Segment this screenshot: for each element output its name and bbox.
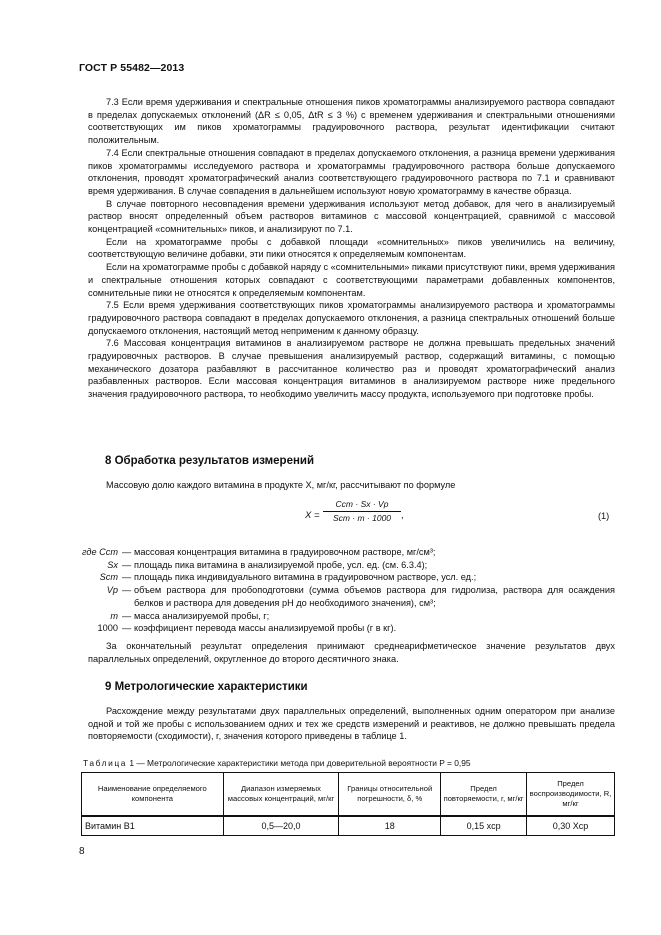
formula-denominator: Sст · m · 1000 xyxy=(332,513,392,523)
dash: — xyxy=(122,585,132,596)
column-header: Предел воспроизводимости, R, мг/кг xyxy=(527,773,615,817)
paragraph: В случае повторного несовпадения времени удерживания используют метод добавок, для чего в анализируемый раствор вносят определенный объем растворов витаминов с массовой концентрацией, сравнимой с массовой концентрацией «сомнительных» пиков, и анализируют по 7.1. xyxy=(88,198,615,235)
table-cell: 0,5—20,0 xyxy=(223,816,339,836)
table-cell: 18 xyxy=(339,816,441,836)
formula-intro: Массовую долю каждого витамина в продукте X, мг/кг, рассчитывают по формуле xyxy=(106,480,456,490)
variable-row xyxy=(78,584,615,609)
variable-definitions xyxy=(78,546,615,635)
formula-lhs: X = xyxy=(305,510,320,521)
table-header-row xyxy=(82,773,615,817)
table-row xyxy=(82,816,615,836)
formula-numerator: Cст · Sx · Vр xyxy=(335,499,389,509)
paragraph: 7.6 Массовая концентрация витаминов в анализируемом растворе не должна превышать предельных значений градуировочных растворов. В случае превышения анализируемый раствор, содержащий витамины, с помощью механического дозатора разбавляют в рассчитанное количество раз и проводят хроматографический анализ разбавленных растворов. Если массовая концентрация витаминов в анализируемом растворе ниже предельного значения градуировочного раствора, то необходимо увеличить массу продукта, используемого при подготовке пробы. xyxy=(88,338,615,400)
variable-description: площадь пика индивидуального витамина в градуировочном растворе, усл. ед.; xyxy=(134,572,477,583)
paragraph: Расхождение между результатами двух параллельных определений, выполненных одним оператором при анализе одной и той же пробы с использованием одних и тех же средств измерений и реактивов, не должно превышать предела повторяемости (сходимости), r, значения которого приведены в таблице 1. xyxy=(88,706,615,742)
dash: — xyxy=(122,572,132,583)
table-caption-text: 1 — Метрологические характеристики метода при доверительной вероятности P = 0,95 xyxy=(129,758,471,768)
formula-fraction xyxy=(323,499,401,523)
variable-symbol: m xyxy=(110,610,118,621)
table-cell: Витамин B1 xyxy=(82,816,224,836)
dash: — xyxy=(122,559,132,570)
variable-symbol: Vр xyxy=(106,585,118,596)
variable-description: масса анализируемой пробы, г; xyxy=(134,610,270,621)
table-cell: 0,15 xср xyxy=(441,816,527,836)
fraction-bar xyxy=(323,511,401,512)
variable-row xyxy=(78,571,615,584)
paragraph: Если на хроматограмме пробы с добавкой наряду с «сомнительными» пиками присутствуют пики, время удерживания и спектральные отношения которых совпадают с соответствующими параметрами добавленных компонентов, сомнительные пики не относятся к определяемым компонентам. xyxy=(88,262,615,298)
paragraph: 7.4 Если спектральные отношения совпадают в пределах допускаемого отклонения, а разница времени удерживания пиков хроматограммы исследуемого раствора и хроматограммы градуировочного раствора больше допускаемого отклонения, проводят хроматографический анализ соответствующего градуировочного раствора по 7.1 и сравнивают время удерживания. В случае совпадения в дальнейшем используют новую хроматограмму в качестве образца. xyxy=(88,147,615,196)
variable-row xyxy=(78,559,615,572)
dash: — xyxy=(122,547,132,557)
table-caption-label: Таблица xyxy=(83,758,128,768)
metrology-paragraph xyxy=(88,705,615,743)
variable-description: массовая концентрация витамина в градуировочном растворе, мг/см³; xyxy=(134,547,436,557)
dash: — xyxy=(122,610,132,621)
metrology-table xyxy=(81,772,615,836)
column-header: Предел повторяемости, r, мг/кг xyxy=(441,773,527,817)
variable-symbol: где Cст xyxy=(81,547,118,557)
paragraph: Если на хроматограмме пробы с добавкой площади «сомнительных» пиков увеличились на величину, соответствующую величине добавки, эти пики относятся к определяемым компонентам. xyxy=(88,236,615,260)
variable-symbol: Sст xyxy=(99,572,118,583)
section7-continuation xyxy=(88,96,615,401)
variable-row xyxy=(78,622,615,635)
table-cell: 0,30 Xср xyxy=(527,816,615,836)
final-result-paragraph xyxy=(88,640,615,665)
dash: — xyxy=(122,623,132,634)
variable-description: объем раствора для пробоподготовки (сумма объемов раствора для гидролиза, раствора для осаждения белков и раствора для доведения pH до необходимого значения), см³; xyxy=(134,585,615,608)
paragraph: 7.3 Если время удерживания и спектральные отношения пиков хроматограммы анализируемого раствора совпадают в пределах допускаемых отклонений (ΔR ≤ 0,05, ΔtR ≤ 3 %) с временем удерживания и спектральными отношениями соответствующих им пиков хроматограммы градуировочного раствора, результат идентификации считают положительным. xyxy=(88,97,615,146)
variable-row xyxy=(78,546,615,559)
table-caption xyxy=(83,758,471,768)
section9-heading: 9 Метрологические характеристики xyxy=(105,681,308,693)
formula-comma: , xyxy=(401,510,404,521)
variable-description: коэффициент перевода массы анализируемой пробы (г в кг). xyxy=(134,623,397,634)
variable-row xyxy=(78,610,615,623)
variable-symbol: 1000 xyxy=(97,623,118,634)
variable-symbol: Sx xyxy=(107,559,118,570)
equation-number: (1) xyxy=(598,511,610,521)
variable-description: площадь пика витамина в анализируемой пробе, усл. ед. (см. 6.3.4); xyxy=(134,559,428,570)
paragraph: 7.5 Если время удерживания соответствующих пиков хроматограммы анализируемого раствора и хроматограммы градуировочного раствора совпадают в пределах допускаемого отклонения, а разница спектральных отношений больше допускаемого отклонения, настоящий метод неприменим к данному образцу. xyxy=(88,300,615,336)
paragraph: За окончательный результат определения принимают среднеарифметическое значение результатов двух параллельных определений, округленное до второго десятичного знака. xyxy=(88,641,615,664)
section8-heading: 8 Обработка результатов измерений xyxy=(105,455,315,467)
standard-header: ГОСТ Р 55482—2013 xyxy=(79,62,185,74)
column-header: Границы относительной погрешности, δ, % xyxy=(339,773,441,817)
page-number: 8 xyxy=(79,846,85,857)
column-header: Диапазон измеряемых массовых концентраций, мг/кг xyxy=(223,773,339,817)
column-header: Наименование определяемого компонента xyxy=(82,773,224,817)
